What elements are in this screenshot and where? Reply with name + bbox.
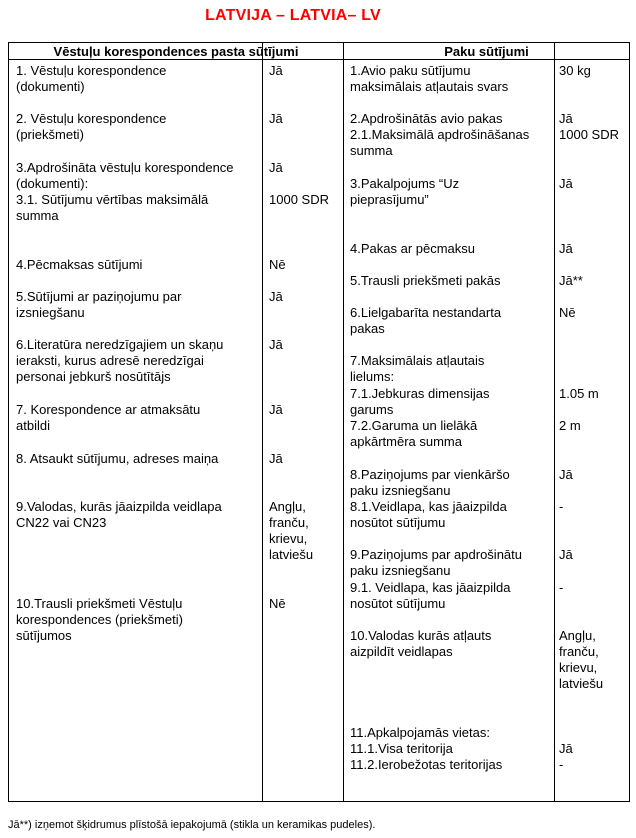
parcel-item-value: - <box>559 580 564 595</box>
letter-item-label: 4.Pēcmaksas sūtījumi <box>16 257 143 272</box>
parcel-item-value: Jā** <box>559 273 583 288</box>
parcel-item-value: Angļu, franču, krievu, latviešu <box>559 628 604 691</box>
parcel-item-value: 2 m <box>559 418 581 433</box>
parcel-item-label: 9.Paziņojums par apdrošinātu paku izsniegšanu <box>350 547 522 578</box>
letter-item-value: Angļu, franču, krievu, latviešu <box>269 499 314 562</box>
parcel-item-value: Jā <box>559 241 573 256</box>
parcel-item-label: 7.2.Garuma un lielākā apkārtmēra summa <box>350 418 478 449</box>
parcel-item-label: 10.Valodas kurās atļauts aizpildīt veidlapas <box>350 628 492 659</box>
letter-item-label: 8. Atsaukt sūtījumu, adreses maiņa <box>16 451 219 466</box>
parcel-item-label: 1.Avio paku sūtījumu maksimālais atļautais svars <box>350 63 509 94</box>
letter-item-value: Jā <box>269 289 283 304</box>
letter-item-label: 6.Literatūra neredzīgajiem un skaņu ieraksti, kurus adresē neredzīgai personai jebkurš nosūtītājs <box>16 337 224 384</box>
letter-item-value: Jā <box>269 451 283 466</box>
services-table <box>8 42 630 802</box>
letter-item-value: 1000 SDR <box>269 192 329 207</box>
parcel-item-label: 2.1.Maksimālā apdrošināšanas summa <box>350 127 530 158</box>
letter-item-value: Jā <box>269 111 283 126</box>
parcel-item-value: Jā <box>559 741 573 756</box>
footnote: Jā**) izņemot šķidrumus plīstošā iepakojumā (stikla un keramikas pudeles). <box>8 819 376 831</box>
letter-item-value: Jā <box>269 337 283 352</box>
parcel-item-label: 2.Apdrošinātās avio pakas <box>350 111 503 126</box>
page-title: LATVIJA – LATVIA– LV <box>205 7 381 24</box>
letter-item-label: 2. Vēstuļu korespondence (priekšmeti) <box>16 111 167 142</box>
letter-item-label: 3.1. Sūtījumu vērtības maksimālā summa <box>16 192 209 223</box>
parcel-item-value: 1.05 m <box>559 386 599 401</box>
parcel-item-label: 8.1.Veidlapa, kas jāaizpilda nosūtot sūtījumu <box>350 499 507 530</box>
parcel-item-value: 30 kg <box>559 63 591 78</box>
letter-item-label: 3.Apdrošināta vēstuļu korespondence (dokumenti): <box>16 160 234 191</box>
left-value-divider <box>262 43 263 801</box>
letter-item-label: 5.Sūtījumi ar paziņojumu par izsniegšanu <box>16 289 182 320</box>
parcel-item-value: 1000 SDR <box>559 127 619 142</box>
letter-item-value: Nē <box>269 596 286 611</box>
parcel-item-label: 3.Pakalpojums “Uz pieprasījumu” <box>350 176 460 207</box>
letter-item-label: 1. Vēstuļu korespondence (dokumenti) <box>16 63 167 94</box>
parcel-item-label: 5.Trausli priekšmeti pakās <box>350 273 501 288</box>
letter-item-value: Jā <box>269 402 283 417</box>
center-divider <box>343 43 344 801</box>
letter-item-value: Jā <box>269 63 283 78</box>
left-column-header: Vēstuļu korespondences pasta sūtījumi <box>53 44 299 59</box>
parcel-item-label: 11.Apkalpojamās vietas: <box>350 725 490 740</box>
parcel-item-value: - <box>559 757 564 772</box>
parcel-item-value: Jā <box>559 176 573 191</box>
parcel-item-value: Nē <box>559 305 576 320</box>
letter-item-label: 9.Valodas, kurās jāaizpilda veidlapa CN22 vai CN23 <box>16 499 222 530</box>
right-value-divider <box>554 43 555 801</box>
parcel-item-value: Jā <box>559 467 573 482</box>
parcel-item-label: 11.1.Visa teritorija <box>350 741 453 756</box>
right-column-header: Paku sūtījumi <box>444 44 529 59</box>
letter-item-value: Jā <box>269 160 283 175</box>
parcel-item-label: 8.Paziņojums par vienkāršo paku izsniegšanu <box>350 467 510 498</box>
parcel-item-value: Jā <box>559 547 573 562</box>
parcel-item-label: 7.1.Jebkuras dimensijas garums <box>350 386 490 417</box>
parcel-item-label: 4.Pakas ar pēcmaksu <box>350 241 476 256</box>
parcel-item-value: - <box>559 499 564 514</box>
parcel-item-label: 9.1. Veidlapa, kas jāaizpilda nosūtot sūtījumu <box>350 580 511 611</box>
parcel-item-label: 6.Lielgabarīta nestandarta pakas <box>350 305 502 336</box>
parcel-item-label: 11.2.Ierobežotas teritorijas <box>350 757 503 772</box>
letter-item-label: 10.Trausli priekšmeti Vēstuļu korespondences (priekšmeti) sūtījumos <box>16 596 183 643</box>
parcel-item-label: 7.Maksimālais atļautais lielums: <box>350 353 485 384</box>
parcel-item-value: Jā <box>559 111 573 126</box>
letter-item-value: Nē <box>269 257 286 272</box>
letter-item-label: 7. Korespondence ar atmaksātu atbildi <box>16 402 201 433</box>
header-divider <box>9 59 629 60</box>
